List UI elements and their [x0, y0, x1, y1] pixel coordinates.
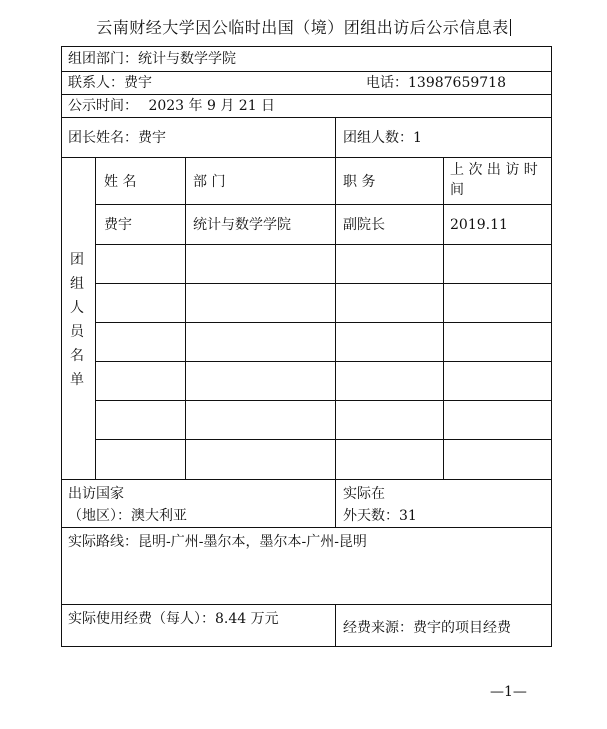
contact-value: 费宇 [124, 75, 152, 91]
member-position: 副院长 [343, 217, 385, 233]
phone-value: 13987659718 [408, 75, 506, 91]
leader-value: 费宇 [138, 130, 166, 146]
roster-label-char: 组 [70, 276, 84, 292]
col-line [335, 479, 336, 527]
department-field [68, 50, 236, 68]
member-count-label: 团组人数： [343, 130, 413, 146]
publicity-label: 公示时间： [68, 98, 138, 114]
row-line [61, 479, 552, 480]
row-line [95, 361, 552, 362]
member-last-trip: 2019.11 [450, 217, 508, 233]
row-line [61, 527, 552, 528]
header-last-trip [450, 161, 538, 199]
col-line [335, 157, 336, 479]
table-border-top [61, 46, 552, 47]
table-border-left [61, 46, 62, 647]
department-value: 统计与数学学院 [138, 51, 236, 67]
table-border-right [551, 46, 552, 647]
route-field [68, 533, 367, 551]
country-value: 澳大利亚 [131, 508, 187, 524]
row-line [61, 117, 552, 118]
country-label-line2: （地区）： [68, 508, 131, 524]
text-cursor [510, 19, 511, 36]
row-line [95, 244, 552, 245]
country-label-line1: 出访国家 [68, 486, 124, 502]
col-line [443, 157, 444, 479]
col-line [335, 117, 336, 157]
row-line [61, 94, 552, 95]
phone-field [366, 74, 506, 92]
header-name: 姓 名 [104, 174, 137, 190]
table-border-bottom [61, 646, 552, 647]
contact-label: 联系人： [68, 75, 124, 91]
header-dept: 部 门 [193, 174, 226, 190]
row-line [95, 204, 552, 205]
contact-field [68, 74, 152, 92]
cost-field [68, 610, 279, 628]
row-line [95, 400, 552, 401]
days-label-line2: 外天数： [343, 508, 399, 524]
days-value: 31 [399, 508, 417, 524]
row-line [61, 604, 552, 605]
row-line [95, 439, 552, 440]
member-dept: 统计与数学学院 [193, 217, 291, 233]
col-line [95, 157, 96, 479]
days-line2 [343, 507, 417, 525]
roster-label-char: 员 [70, 324, 84, 340]
roster-label-char: 名 [70, 348, 84, 364]
row-line [61, 157, 552, 158]
cost-label: 实际使用经费（每人）： [68, 611, 215, 627]
route-value: 昆明-广州-墨尔本，墨尔本-广州-昆明 [138, 534, 367, 550]
member-count-value: 1 [413, 130, 422, 146]
country-field [68, 485, 187, 525]
department-label: 组团部门： [68, 51, 138, 67]
roster-label-char: 单 [70, 372, 84, 388]
funding-value: 费宇的项目经费 [413, 620, 511, 636]
country-line2 [68, 507, 187, 525]
roster-label-char: 人 [70, 300, 84, 316]
header-position: 职 务 [343, 174, 376, 190]
roster-label-char: 团 [70, 252, 84, 268]
funding-field [343, 619, 511, 637]
header-last-trip-line1: 上 次 出 访 时 [450, 162, 538, 178]
cost-value: 8.44 万元 [215, 611, 279, 627]
document-title: 云南财经大学因公临时出国（境）团组出访后公示信息表 [96, 18, 509, 37]
funding-label: 经费来源： [343, 620, 413, 636]
col-line [185, 157, 186, 479]
row-line [95, 283, 552, 284]
leader-field [68, 129, 166, 147]
leader-label: 团长姓名： [68, 130, 138, 146]
col-line [335, 604, 336, 647]
days-field [343, 485, 417, 525]
publicity-field [68, 97, 275, 115]
roster-label [67, 248, 87, 392]
phone-label: 电话： [366, 75, 408, 91]
publicity-value: 2023 年 9 月 21 日 [148, 98, 276, 114]
header-last-trip-line2: 间 [450, 182, 464, 198]
member-name: 费宇 [104, 217, 132, 233]
row-line [61, 71, 552, 72]
route-label: 实际路线： [68, 534, 138, 550]
row-line [95, 322, 552, 323]
days-label-line1: 实际在 [343, 486, 385, 502]
page-number: —1— [490, 684, 527, 700]
member-count-field [343, 129, 422, 147]
